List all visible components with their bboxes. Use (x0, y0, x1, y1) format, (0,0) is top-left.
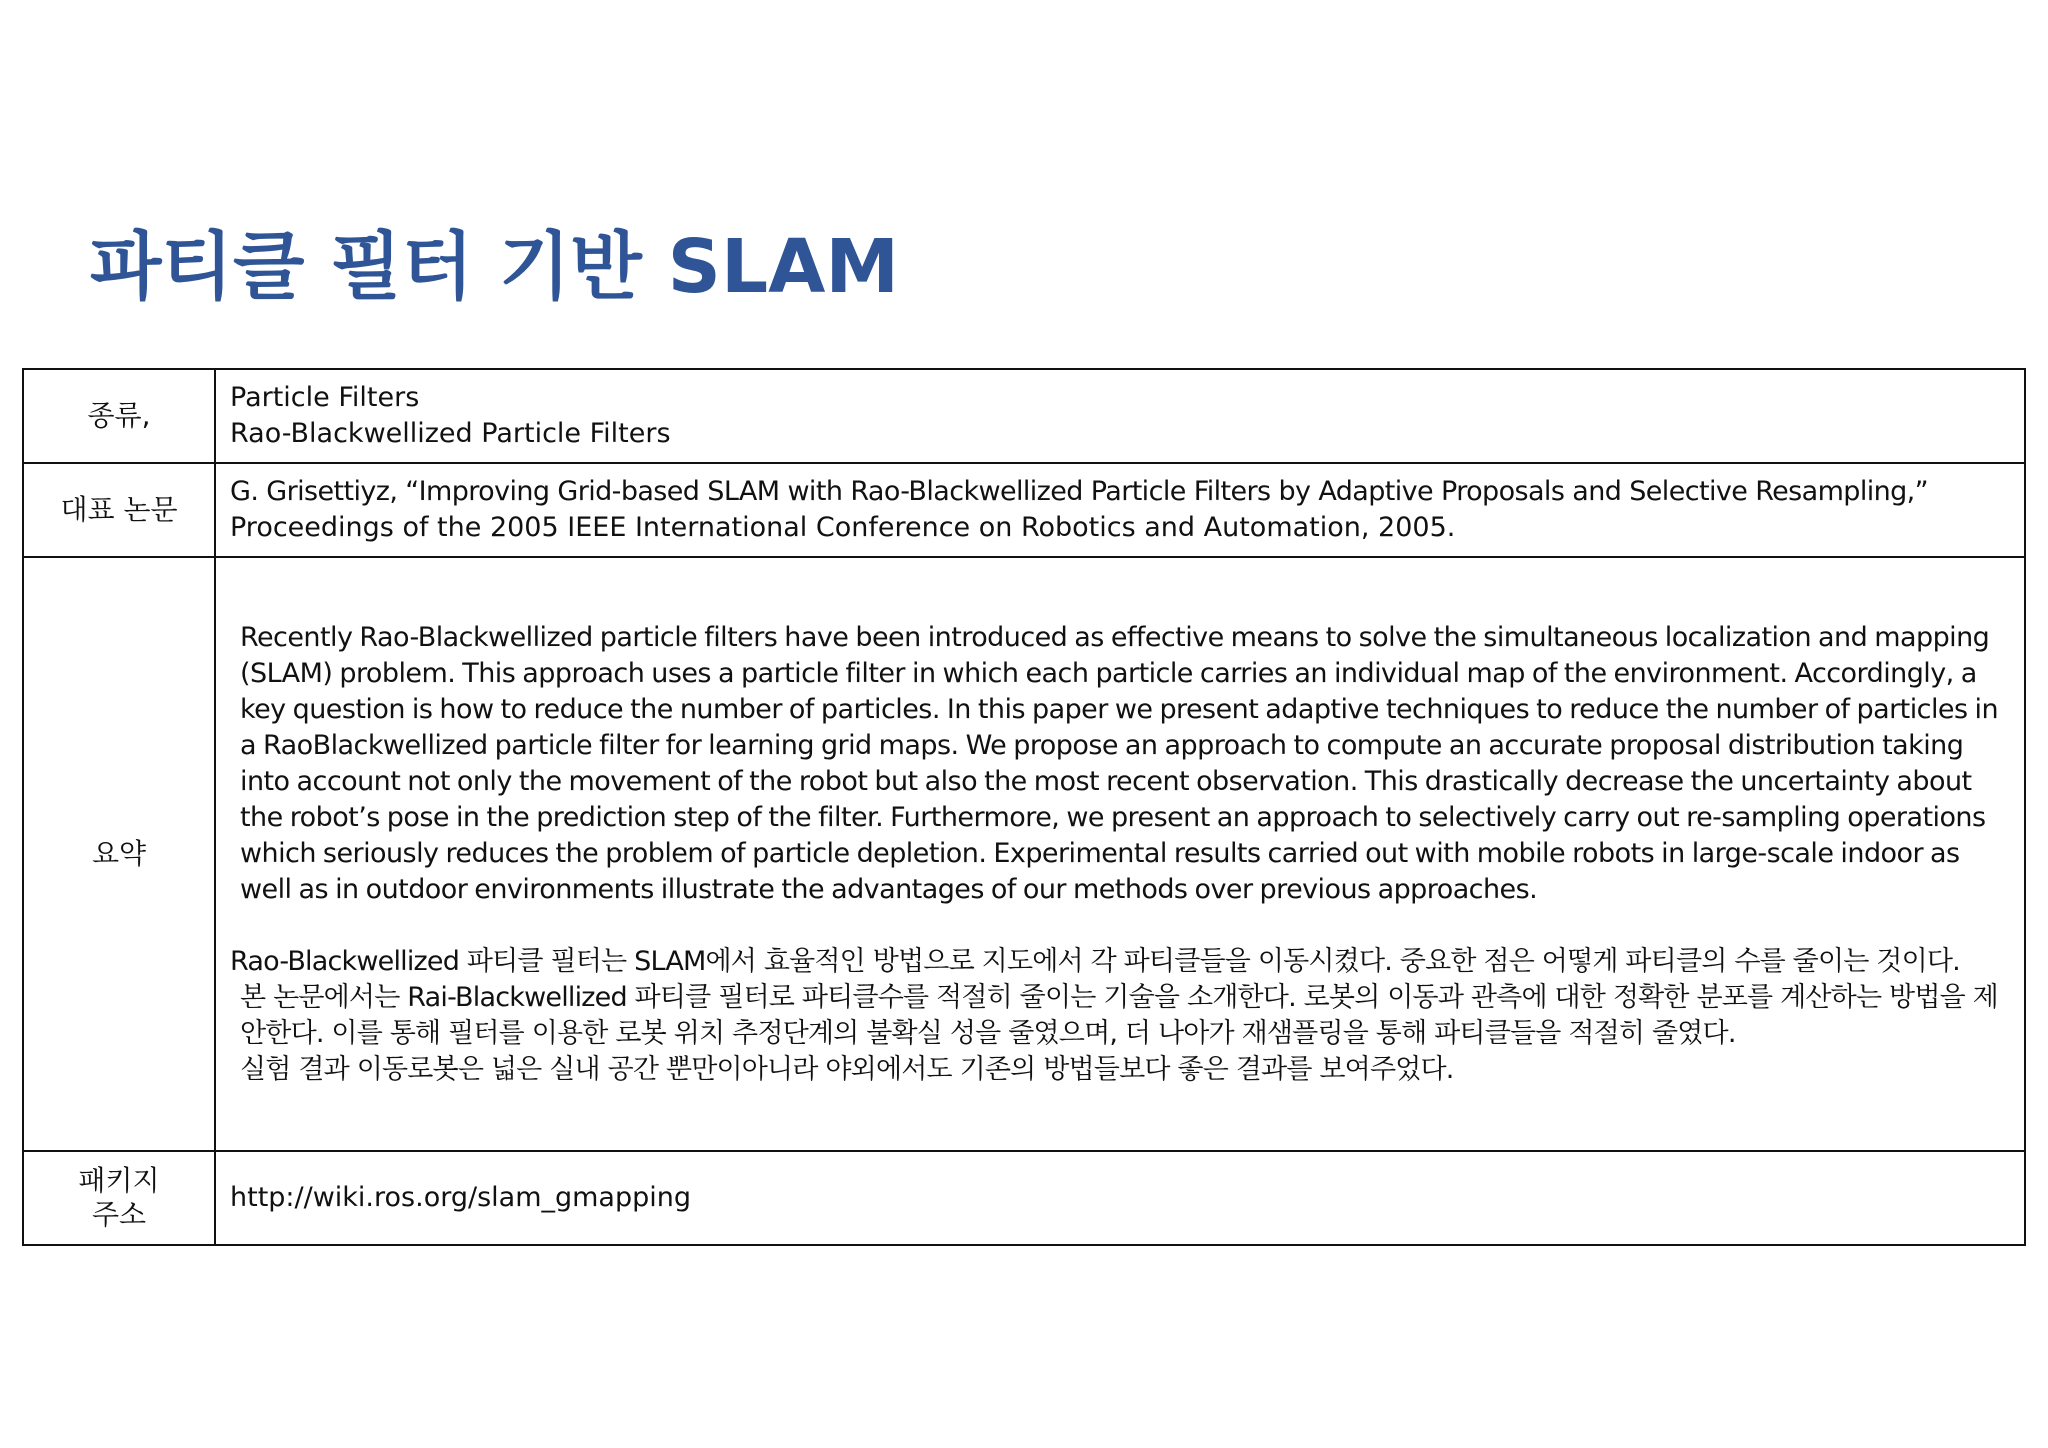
table-row-type (23, 369, 2025, 463)
summary-english-paragraph: Recently Rao-Blackwellized particle filters have been introduced as effective means to solve the simultaneous localization and mapping (SLAM) problem. This approach uses a particle filter in which each particle carries an individual map of the environment. Accordingly, a key question is how to reduce the number of particles. In this paper we present adaptive techniques to reduce the number of particles in a RaoBlackwellized particle filter for learning grid maps. We propose an approach to compute an accurate proposal distribution taking into account not only the movement of the robot but also the most recent observation. This drastically decrease the uncertainty about the robot’s pose in the prediction step of the filter. Furthermore, we present an approach to selectively carry out re-sampling operations which seriously reduces the problem of particle depletion. Experimental results carried out with mobile robots in large-scale indoor as well as in outdoor environments illustrate the advantages of our methods over previous approaches. (240, 622, 1999, 905)
info-table (22, 368, 2026, 1246)
table-row-paper (23, 463, 2025, 557)
paper-citation-line-1: G. Grisettiyz, “Improving Grid-based SLAM with Rao-Blackwellized Particle Filters by Adaptive Proposals and Selective Resampling,” (230, 476, 1929, 507)
paper-label: 대표 논문 (23, 463, 215, 557)
type-label: 종류, (23, 369, 215, 463)
type-line-1: Particle Filters (230, 382, 420, 413)
paper-content (215, 463, 2025, 557)
type-line-2: Rao-Blackwellized Particle Filters (230, 418, 671, 449)
summary-korean-paragraph-3: 실험 결과 이동로봇은 넓은 실내 공간 뿐만이아니라 야외에서도 기존의 방법들보다 좋은 결과를 보여주었다. (240, 1054, 1454, 1085)
package-label-line-1: 패키지 (78, 1164, 160, 1197)
type-content (215, 369, 2025, 463)
table-row-summary (23, 557, 2025, 1151)
package-url: http://wiki.ros.org/slam_gmapping (215, 1151, 2025, 1245)
package-label (23, 1151, 215, 1245)
slide-title: 파티클 필터 기반 SLAM (90, 224, 900, 310)
package-label-line-2: 주소 (91, 1198, 147, 1231)
summary-content (215, 557, 2025, 1151)
summary-korean-paragraph-1: Rao-Blackwellized 파티클 필터는 SLAM에서 효율적인 방법으로 지도에서 각 파티클들을 이동시켰다. 중요한 점은 어떻게 파티클의 수를 줄이는 것이다. (230, 946, 1960, 977)
table-row-package (23, 1151, 2025, 1245)
paper-citation-line-2: Proceedings of the 2005 IEEE International Conference on Robotics and Automation, 2005. (230, 512, 1456, 543)
summary-korean-paragraph-2: 본 논문에서는 Rai-Blackwellized 파티클 필터로 파티클수를 적절히 줄이는 기술을 소개한다. 로봇의 이동과 관측에 대한 정확한 분포를 계산하는 방법을 제안한다. 이를 통해 필터를 이용한 로봇 위치 추정단계의 불확실 성을 줄였으며, 더 나아가 재샘플링을 통해 파티클들을 적절히 줄였다. (240, 982, 1998, 1049)
summary-label: 요약 (23, 557, 215, 1151)
